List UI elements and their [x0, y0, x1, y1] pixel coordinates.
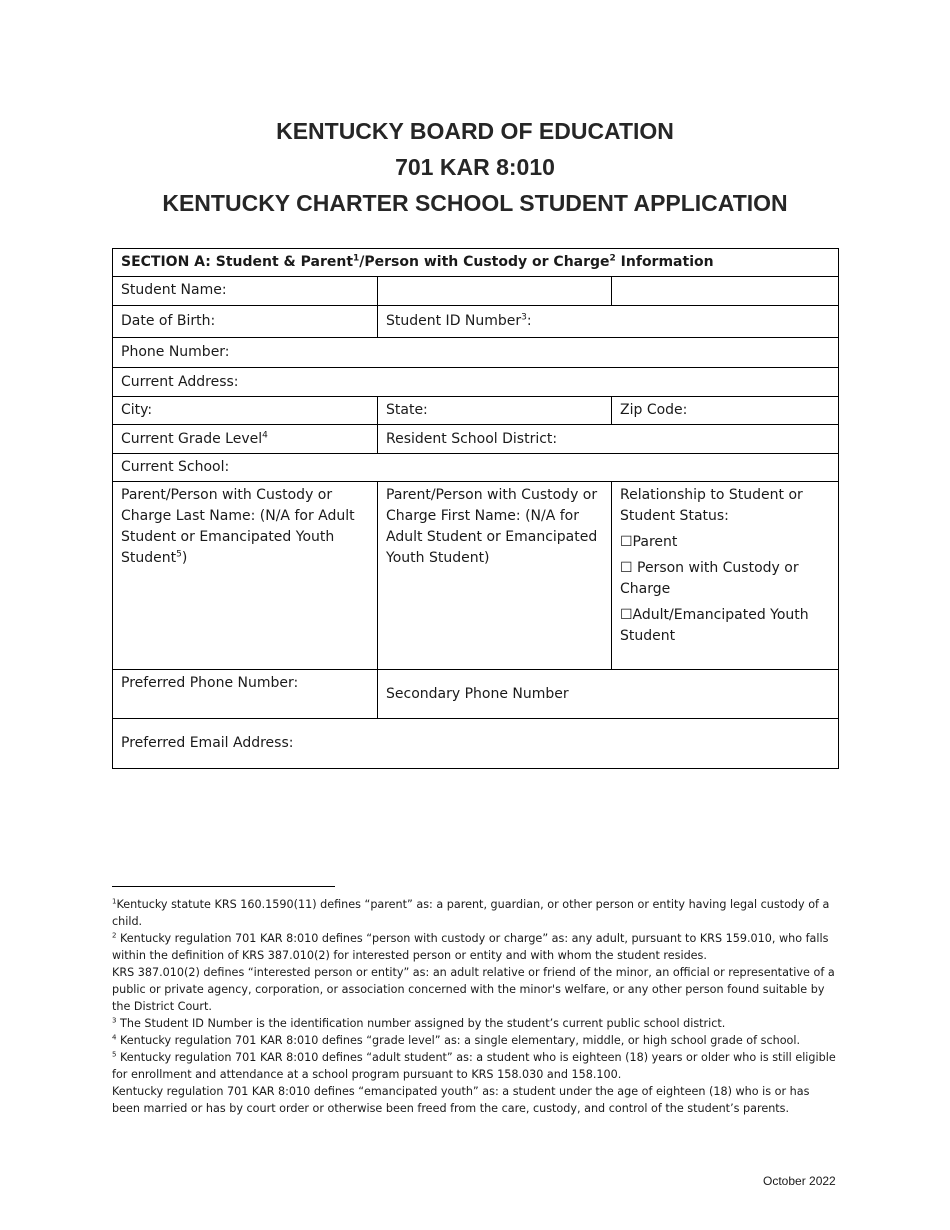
- footnotes: [112, 896, 840, 1117]
- relationship-cell: [612, 482, 839, 670]
- section-a-header: SECTION A: Student & Parent$^1$/Person with Custody or Charge$^2$ Information: [113, 249, 839, 277]
- state-field[interactable]: State:: [378, 397, 612, 425]
- preferred-phone-field[interactable]: Preferred Phone Number:: [113, 670, 378, 719]
- relationship-label: Relationship to Student or Student Status:: [620, 487, 803, 524]
- footnote-2b: KRS 387.010(2) defines “interested person or entity” as: an adult relative or friend of the minor, an official or representative of a public or private agency, corporation, or association concerned with the minor's welfare, or any other person found suitable by the District Court.: [112, 966, 835, 1013]
- student-name-field-2[interactable]: [612, 277, 839, 306]
- grade-level-field[interactable]: Current Grade Level$^4$: [113, 425, 378, 454]
- custody-checkbox[interactable]: ☐ Person with Custody or Charge: [620, 560, 799, 597]
- footnote-1: $^1$Kentucky statute KRS 160.1590(11) defines “parent” as: a parent, guardian, or other person or entity having legal custody of a child.: [112, 897, 830, 928]
- zip-code-field[interactable]: Zip Code:: [612, 397, 839, 425]
- student-name-field-1[interactable]: [378, 277, 612, 306]
- phone-number-field[interactable]: Phone Number:: [113, 338, 839, 368]
- student-name-label: Student Name:: [113, 277, 378, 306]
- footnote-4: $^4$ Kentucky regulation 701 KAR 8:010 defines “grade level” as: a single elementary, middle, or high school grade of school.: [112, 1033, 801, 1047]
- parent-checkbox[interactable]: ☐Parent: [620, 534, 678, 550]
- secondary-phone-field[interactable]: Secondary Phone Number: [378, 670, 839, 719]
- footnote-2: $^2$ Kentucky regulation 701 KAR 8:010 defines “person with custody or charge” as: any adult, pursuant to KRS 159.010, who falls within the definition of KRS 387.010(2) for interested person or entity and with whom the student resides.: [112, 931, 829, 962]
- current-address-field[interactable]: Current Address:: [113, 368, 839, 397]
- footnote-3: $^3$ The Student ID Number is the identification number assigned by the student’s current public school district.: [112, 1016, 726, 1030]
- parent-last-name-field[interactable]: Parent/Person with Custody or Charge Last Name: (N/A for Adult Student or Emancipated Youth Student$^5$): [113, 482, 378, 670]
- footnote-5: $^5$ Kentucky regulation 701 KAR 8:010 defines “adult student” as: a student who is eighteen (18) years or older who is still eligible for enrollment and attendance at a school program pursuant to KRS 158.030 and 158.100.: [112, 1050, 836, 1081]
- adult-emancipated-checkbox[interactable]: ☐Adult/Emancipated Youth Student: [620, 607, 809, 644]
- student-id-field[interactable]: Student ID Number$^3$:: [378, 306, 839, 338]
- preferred-email-field[interactable]: Preferred Email Address:: [113, 719, 839, 769]
- parent-first-name-field[interactable]: Parent/Person with Custody or Charge First Name: (N/A for Adult Student or Emancipated Youth Student): [378, 482, 612, 670]
- resident-district-field[interactable]: Resident School District:: [378, 425, 839, 454]
- city-field[interactable]: City:: [113, 397, 378, 425]
- regulation-number: 701 KAR 8:010: [395, 154, 555, 180]
- application-title: KENTUCKY CHARTER SCHOOL STUDENT APPLICATION: [162, 190, 788, 216]
- board-title: KENTUCKY BOARD OF EDUCATION: [276, 118, 674, 144]
- footnote-divider: [112, 886, 335, 887]
- date-of-birth-field[interactable]: Date of Birth:: [113, 306, 378, 338]
- revision-date: October 2022: [763, 1174, 836, 1188]
- footnote-5b: Kentucky regulation 701 KAR 8:010 defines “emancipated youth” as: a student under the age of eighteen (18) who is or has been married or has by court order or otherwise been freed from the care, custody, and control of the student’s parents.: [112, 1085, 810, 1115]
- section-a-form: [112, 248, 839, 769]
- current-school-field[interactable]: Current School:: [113, 454, 839, 482]
- document-header: [0, 113, 950, 221]
